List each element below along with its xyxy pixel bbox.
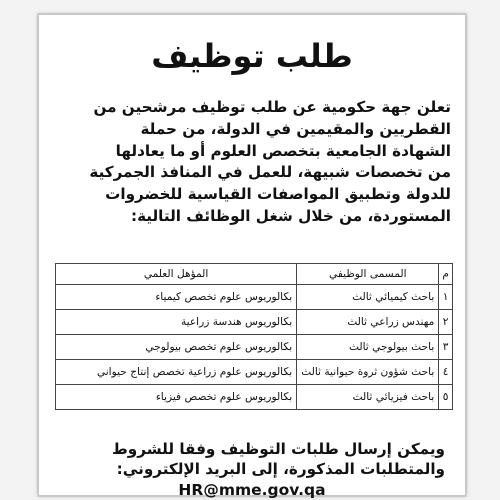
- table-row: [56, 310, 453, 335]
- intro-line: القطريين والمقيمين في الدولة، من حملة: [140, 119, 451, 138]
- table-header-row: [56, 264, 453, 285]
- row-job-title: مهندس زراعي ثالث: [297, 310, 439, 335]
- table-row: [56, 360, 453, 385]
- row-qualification: بكالوريوس علوم تخصص فيزياء: [56, 385, 297, 410]
- header-job-title: المسمى الوظيفي: [297, 264, 439, 285]
- intro-line: الشهادة الجامعية بتخصص العلوم أو ما يعادلها: [115, 141, 451, 160]
- header-qualification: المؤهل العلمي: [56, 264, 297, 285]
- row-job-title: باحث بيولوجي ثالث: [297, 335, 439, 360]
- contact-email: HR@mme.gov.qa: [178, 481, 326, 499]
- row-num: ١: [439, 285, 453, 310]
- table-row: [56, 285, 453, 310]
- row-job-title: باحث كيميائي ثالث: [297, 285, 439, 310]
- table-row: [56, 335, 453, 360]
- row-qualification: بكالوريوس علوم تخصص كيمياء: [56, 285, 297, 310]
- row-num: ٤: [439, 360, 453, 385]
- job-advertisement-card: [38, 14, 466, 499]
- row-num: ٥: [439, 385, 453, 410]
- table-row: [56, 385, 453, 410]
- intro-line: تعلن جهة حكومية عن طلب توظيف مرشحين من: [93, 98, 451, 116]
- row-job-title: باحث شؤون ثروة حيوانية ثالث: [297, 360, 439, 385]
- row-num: ٢: [439, 310, 453, 335]
- row-qualification: بكالوريوس علوم زراعية تخصص إنتاج حيواني: [56, 360, 297, 385]
- closing-line: والمتطلبات المذكورة، إلى البريد الإلكتروني:: [116, 460, 445, 478]
- intro-line: للدولة وتطبيق المواصفات القياسية للخضروات: [105, 185, 451, 204]
- row-num: ٣: [439, 335, 453, 360]
- ad-title: طلب توظيف: [151, 37, 353, 75]
- row-job-title: باحث فيزيائي ثالث: [297, 385, 439, 410]
- intro-line: المستوردة، من خلال شغل الوظائف التالية:: [131, 206, 451, 225]
- intro-paragraph: [51, 97, 451, 228]
- row-qualification: بكالوريوس علوم تخصص بيولوجي: [56, 335, 297, 360]
- jobs-table: [55, 263, 453, 410]
- header-num: م: [439, 264, 453, 285]
- intro-line: من تخصصات شبيهة، للعمل في المنافذ الجمركية: [89, 163, 451, 182]
- row-qualification: بكالوريوس هندسة زراعية: [56, 310, 297, 335]
- closing-line: ويمكن إرسال طلبات التوظيف وفقا للشروط: [112, 440, 445, 458]
- closing-paragraph: [53, 439, 445, 479]
